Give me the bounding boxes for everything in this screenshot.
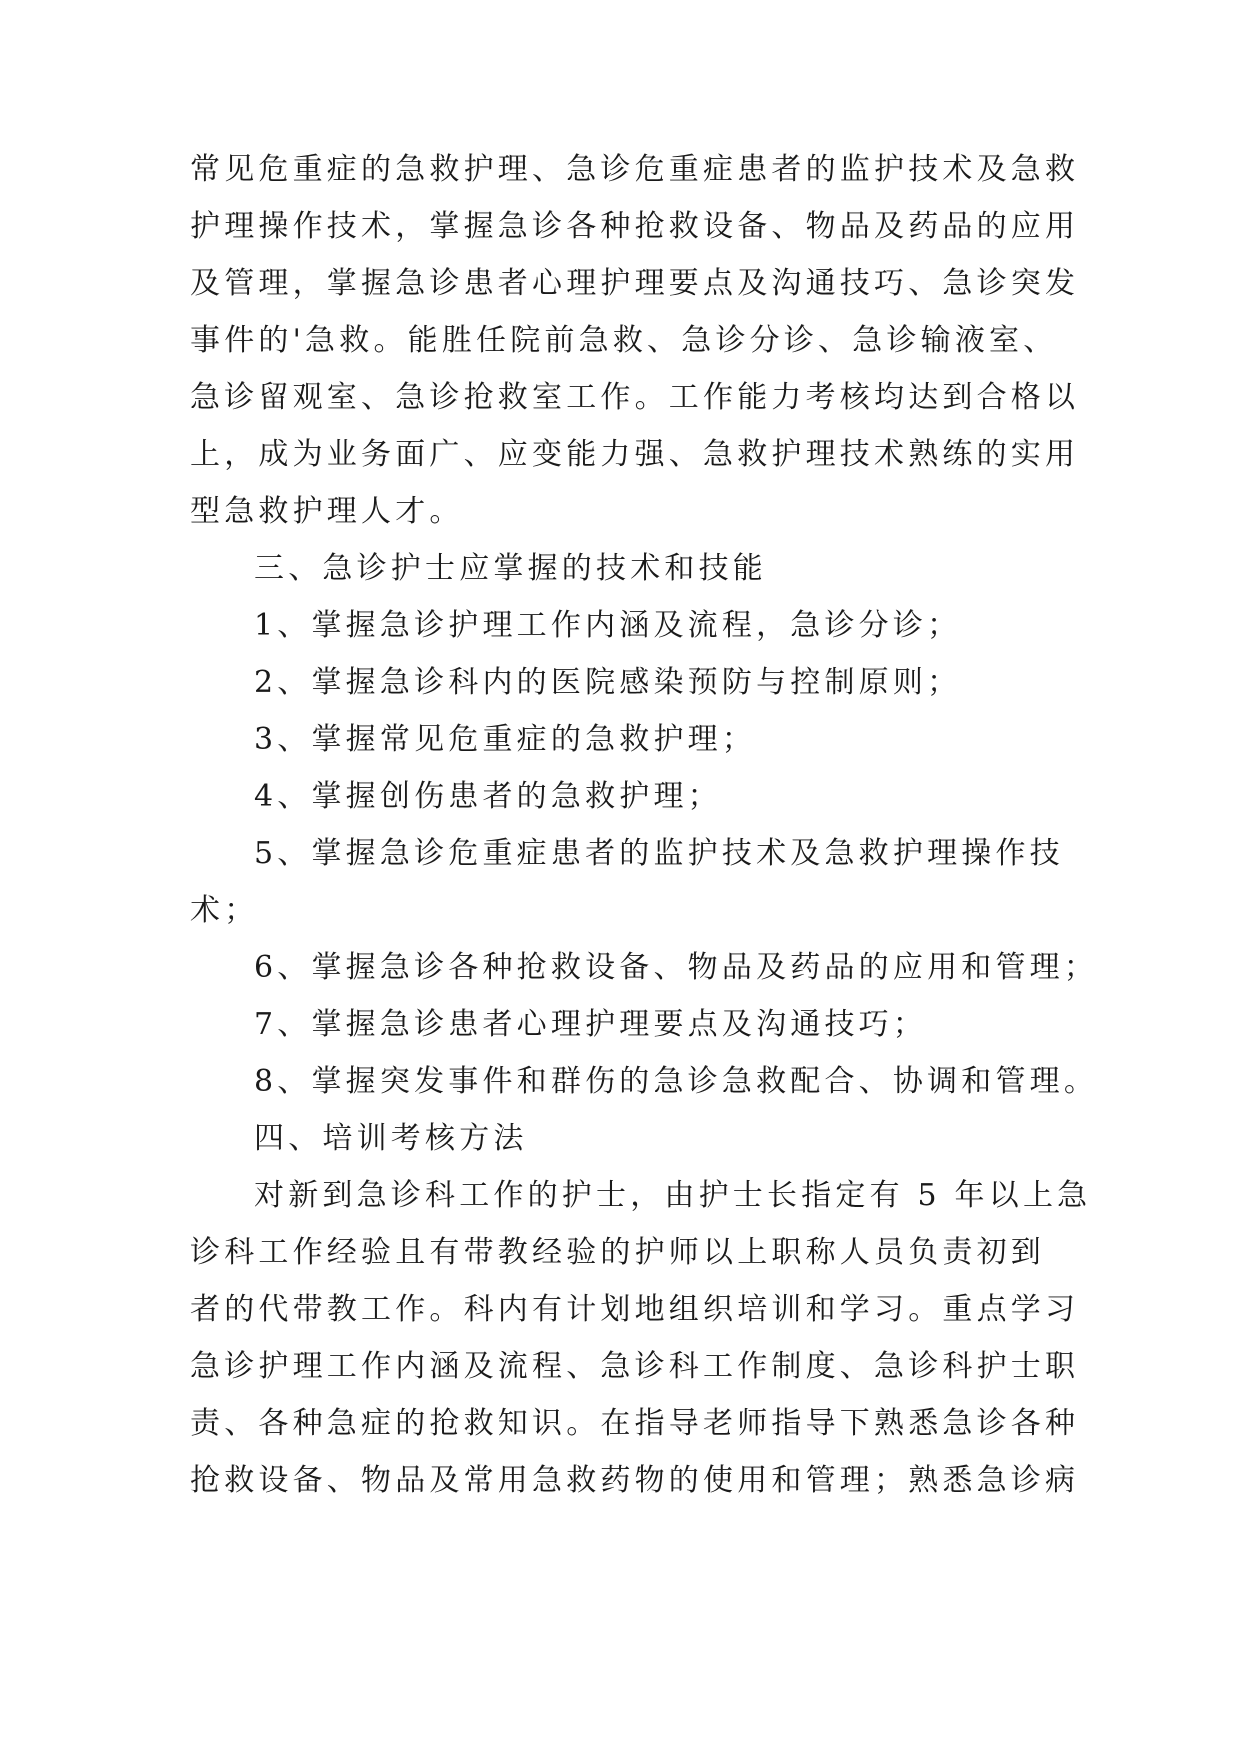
list-item: 4、掌握创伤患者的急救护理； — [254, 779, 722, 814]
list-item: 7、掌握急诊患者心理护理要点及沟通技巧； — [254, 1007, 928, 1042]
text-line: 抢救设备、物品及常用急救药物的使用和管理；熟悉急诊病 — [190, 1463, 1080, 1498]
text-line: 急诊留观室、急诊抢救室工作。工作能力考核均达到合格以 — [190, 380, 1080, 415]
list-item-continuation: 术； — [190, 893, 259, 928]
text-line: 常见危重症的急救护理、急诊危重症患者的监护技术及急救 — [190, 152, 1080, 187]
text-line: 上，成为业务面广、应变能力强、急救护理技术熟练的实用 — [190, 437, 1080, 472]
text-line: 急诊护理工作内涵及流程、急诊科工作制度、急诊科护士职 — [190, 1349, 1080, 1384]
text-line: 对新到急诊科工作的护士，由护士长指定有 5 年以上急 — [254, 1178, 1092, 1213]
list-item: 2、掌握急诊科内的医院感染预防与控制原则； — [254, 665, 962, 700]
section-heading: 三、急诊护士应掌握的技术和技能 — [254, 551, 767, 586]
text-line: 护理操作技术，掌握急诊各种抢救设备、物品及药品的应用 — [190, 209, 1080, 244]
section-heading: 四、培训考核方法 — [254, 1121, 528, 1156]
list-item: 5、掌握急诊危重症患者的监护技术及急救护理操作技 — [254, 836, 1064, 871]
text-line: 及管理，掌握急诊患者心理护理要点及沟通技巧、急诊突发 — [190, 266, 1080, 301]
text-line: 型急救护理人才。 — [190, 494, 464, 529]
text-line: 者的代带教工作。科内有计划地组织培训和学习。重点学习 — [190, 1292, 1080, 1327]
list-item: 8、掌握突发事件和群伤的急诊急救配合、协调和管理。 — [254, 1064, 1099, 1099]
list-item: 3、掌握常见危重症的急救护理； — [254, 722, 757, 757]
text-line: 责、各种急症的抢救知识。在指导老师指导下熟悉急诊各种 — [190, 1406, 1080, 1441]
list-item: 1、掌握急诊护理工作内涵及流程，急诊分诊； — [254, 608, 962, 643]
list-item: 6、掌握急诊各种抢救设备、物品及药品的应用和管理； — [254, 950, 1099, 985]
text-line: 事件的'急救。能胜任院前急救、急诊分诊、急诊输液室、 — [190, 323, 1058, 358]
text-line: 诊科工作经验且有带教经验的护师以上职称人员负责初到 — [190, 1235, 1045, 1270]
